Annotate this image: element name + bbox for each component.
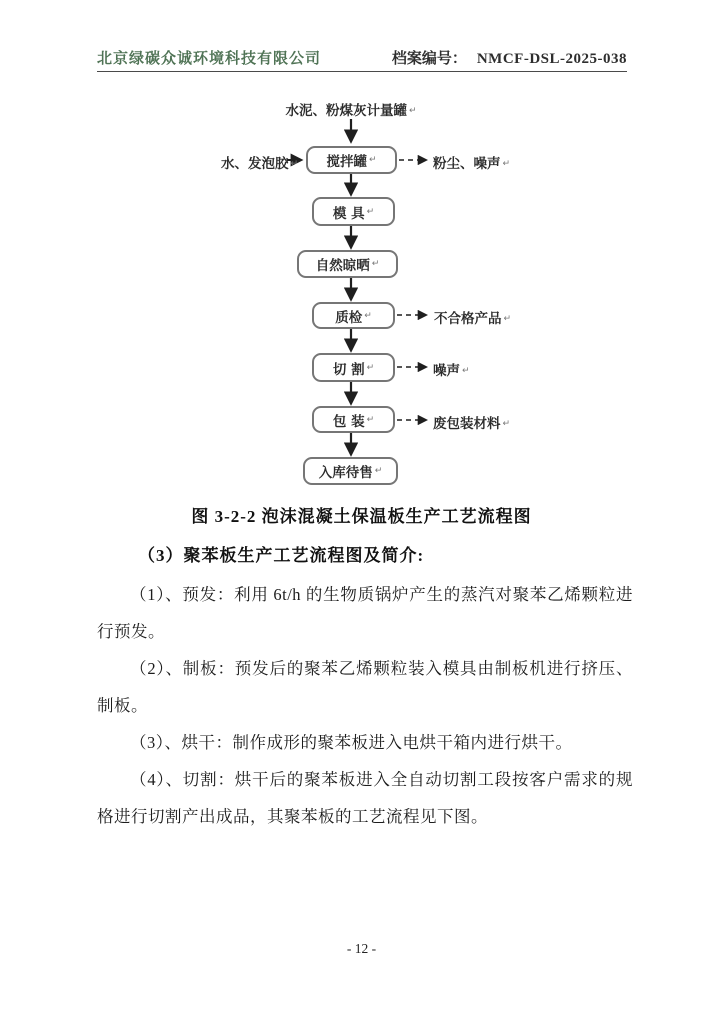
flow-input-text: 水、发泡胶 — [221, 156, 289, 172]
paragraph-mark-icon: ↵ — [374, 466, 383, 476]
flow-output-dust-noise — [433, 152, 510, 172]
flow-output-noise — [433, 359, 470, 379]
flow-source-label — [285, 99, 416, 119]
flow-box-cutting — [312, 353, 395, 382]
flow-box-quality-check — [312, 302, 395, 329]
paragraph-mark-icon: ↵ — [502, 419, 511, 429]
flow-box-warehouse — [303, 457, 398, 485]
flow-source-text: 水泥、粉煤灰计量罐 — [285, 103, 407, 119]
paragraph-mark-icon: ↵ — [364, 310, 372, 321]
flow-box-mixing-tank — [306, 146, 397, 174]
paragraph-mark-icon: ↵ — [503, 314, 512, 324]
flow-output-rejects — [434, 307, 511, 327]
figure-caption: 图 3-2-2 泡沫混凝土保温板生产工艺流程图 — [191, 507, 532, 526]
flow-output-text: 粉尘、噪声 — [433, 156, 501, 172]
archive-number — [392, 47, 627, 68]
flow-input-label — [221, 152, 298, 172]
flow-output-text: 不合格产品 — [434, 311, 502, 327]
flow-output-waste-packaging — [433, 412, 510, 432]
paragraph-prefoaming: （1）、预发：利用 6t/h 的生物质锅炉产生的蒸汽对聚苯乙烯颗粒进行预发。 — [97, 585, 633, 641]
paragraph-mark-icon: ↵ — [502, 159, 511, 169]
flow-box-label: 模 具 — [332, 205, 365, 222]
paragraph-board-making: （2）、制板：预发后的聚苯乙烯颗粒装入模具由制板机进行挤压、制板。 — [97, 659, 633, 715]
section-heading: （3）聚苯板生产工艺流程图及简介: — [138, 546, 425, 565]
flow-box-label: 切 割 — [332, 361, 365, 378]
flow-box-packaging — [312, 406, 395, 433]
flow-output-text: 废包装材料 — [433, 416, 501, 432]
archive-label: 档案编号： — [391, 51, 467, 67]
flow-box-label: 质检 — [335, 309, 363, 326]
paragraph-mark-icon: ↵ — [366, 414, 375, 425]
paragraph-mark-icon: ↵ — [366, 362, 375, 373]
paragraph-mark-icon: ↵ — [462, 366, 470, 376]
page-header — [97, 44, 627, 72]
paragraph-mark-icon: ↵ — [366, 206, 375, 217]
flow-output-text: 噪声 — [433, 363, 460, 379]
flow-box-label: 搅拌罐 — [326, 154, 367, 170]
flow-box-label: 包 装 — [332, 413, 365, 430]
paragraph-mark-icon: ↵ — [371, 259, 380, 269]
process-flowchart — [0, 95, 723, 495]
paragraph-cutting: （4）、切割：烘干后的聚苯板进入全自动切割工段按客户需求的规格进行切割产出成品，其聚苯板的工艺流程见下图。 — [97, 770, 633, 826]
flow-box-label: 入库待售 — [318, 465, 373, 481]
paragraph-mark-icon: ↵ — [290, 159, 299, 169]
paragraph-drying: （3）、烘干：制作成形的聚苯板进入电烘干箱内进行烘干。 — [130, 733, 573, 752]
paragraph-mark-icon: ↵ — [368, 155, 377, 165]
flow-box-mold — [312, 197, 395, 226]
company-name: 北京绿碳众诚环境科技有限公司 — [97, 51, 322, 67]
archive-value: NMCF-DSL-2025-038 — [476, 51, 627, 67]
flow-box-label: 自然晾晒 — [315, 258, 370, 274]
page-number: - 12 - — [346, 941, 377, 956]
body-text — [97, 576, 633, 835]
paragraph-mark-icon: ↵ — [408, 106, 417, 116]
flow-box-natural-drying — [297, 250, 398, 278]
